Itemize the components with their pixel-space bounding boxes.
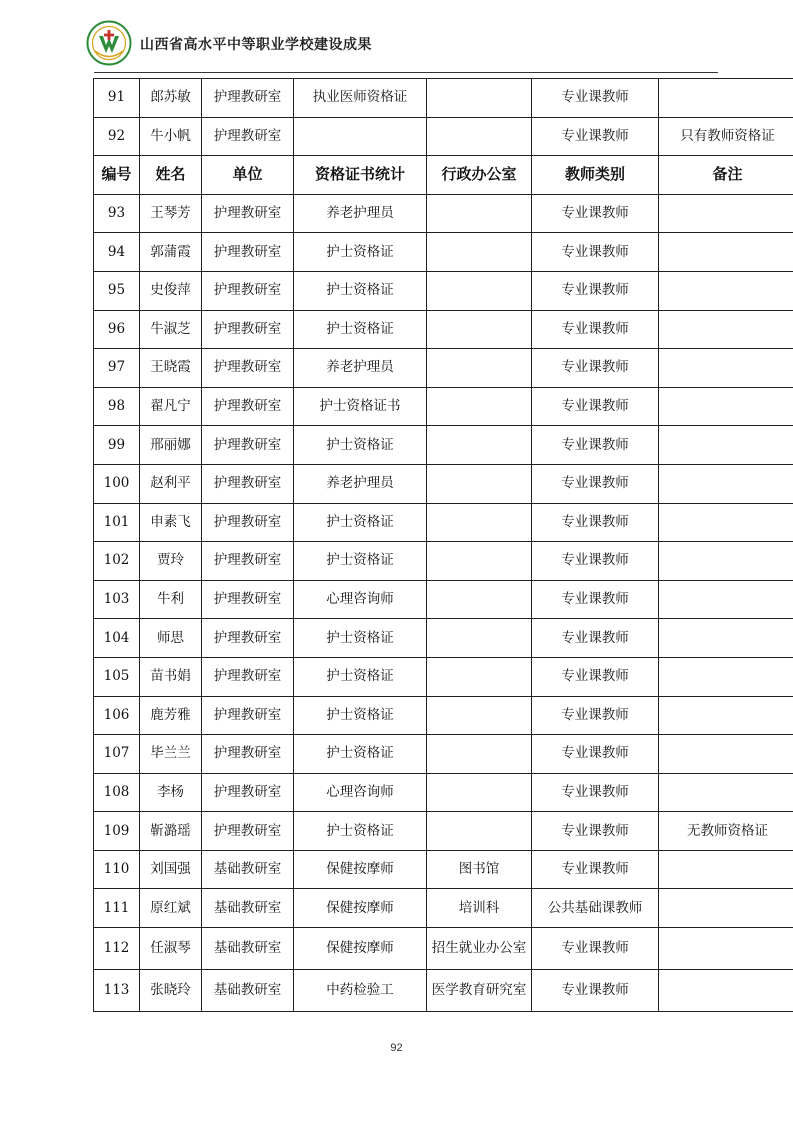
col-remarks [659,310,793,349]
col-name: 靳潞瑶 [140,812,202,851]
col-number: 91 [94,79,140,118]
col-name: 鹿芳雅 [140,696,202,735]
col-number: 98 [94,387,140,426]
col-unit: 护理教研室 [202,426,294,465]
col-admin-office [427,271,532,310]
col-certificate: 护士资格证 [294,426,427,465]
col-certificate: 养老护理员 [294,349,427,388]
col-certificate: 执业医师资格证 [294,79,427,118]
col-teacher-type: 专业课教师 [532,271,659,310]
col-name: 刘国强 [140,850,202,889]
col-admin-office [427,619,532,658]
col-unit: 护理教研室 [202,349,294,388]
table-row [94,310,793,349]
col-name: 翟凡宁 [140,387,202,426]
col-certificate: 护士资格证 [294,812,427,851]
col-unit: 护理教研室 [202,657,294,696]
col-remarks [659,619,793,658]
col-unit: 基础教研室 [202,850,294,889]
col-remarks [659,271,793,310]
col-remarks: 无教师资格证 [659,812,793,851]
col-certificate: 护士资格证书 [294,387,427,426]
col-admin-office [427,542,532,581]
col-admin-office [427,580,532,619]
col-admin-office [427,773,532,812]
table-row [94,387,793,426]
col-unit: 护理教研室 [202,117,294,156]
col-admin-office [427,657,532,696]
table-row [94,735,793,774]
col-number: 101 [94,503,140,542]
col-teacher-type: 专业课教师 [532,349,659,388]
col-certificate: 保健按摩师 [294,850,427,889]
col-unit: 护理教研室 [202,194,294,233]
col-teacher-type: 专业课教师 [532,580,659,619]
col-unit: 护理教研室 [202,773,294,812]
col-certificate: 中药检验工 [294,970,427,1012]
col-name: 张晓玲 [140,970,202,1012]
col-unit: 基础教研室 [202,889,294,928]
col-certificate: 养老护理员 [294,464,427,503]
col-remarks [659,580,793,619]
col-number: 106 [94,696,140,735]
col-teacher-type: 专业课教师 [532,79,659,118]
table-row [94,850,793,889]
table-row [94,696,793,735]
col-certificate: 护士资格证 [294,503,427,542]
table-header-row [94,156,793,195]
col-name: 贾玲 [140,542,202,581]
col-remarks [659,79,793,118]
col-teacher-type: 公共基础课教师 [532,889,659,928]
col-admin-office [427,426,532,465]
table-row [94,426,793,465]
col-admin-office [427,349,532,388]
col-unit: 护理教研室 [202,271,294,310]
col-remarks [659,696,793,735]
table-row [94,503,793,542]
col-remarks [659,970,793,1012]
table-row [94,812,793,851]
col-teacher-type: 专业课教师 [532,696,659,735]
col-certificate: 护士资格证 [294,542,427,581]
col-admin-office: 招生就业办公室 [427,928,532,970]
col-certificate: 养老护理员 [294,194,427,233]
col-number: 102 [94,542,140,581]
col-admin-office [427,233,532,272]
table-row [94,79,793,118]
col-unit: 护理教研室 [202,79,294,118]
col-remarks [659,233,793,272]
table-row [94,773,793,812]
col-certificate: 护士资格证 [294,233,427,272]
col-number: 111 [94,889,140,928]
col-teacher-type: 专业课教师 [532,812,659,851]
col-name: 赵利平 [140,464,202,503]
table-row [94,233,793,272]
table-row [94,580,793,619]
staff-certificate-table [93,78,793,1012]
table-row [94,970,793,1012]
header-col-certificate: 资格证书统计 [294,156,427,195]
col-admin-office [427,194,532,233]
col-name: 申素飞 [140,503,202,542]
col-unit: 基础教研室 [202,928,294,970]
col-admin-office [427,696,532,735]
col-remarks [659,542,793,581]
col-admin-office [427,464,532,503]
col-number: 97 [94,349,140,388]
col-teacher-type: 专业课教师 [532,850,659,889]
col-remarks [659,928,793,970]
table-row [94,349,793,388]
table-body [94,79,793,1012]
col-teacher-type: 专业课教师 [532,194,659,233]
table-row [94,657,793,696]
table-row [94,271,793,310]
col-number: 109 [94,812,140,851]
col-number: 92 [94,117,140,156]
col-admin-office [427,79,532,118]
col-unit: 护理教研室 [202,310,294,349]
col-name: 王琴芳 [140,194,202,233]
col-teacher-type: 专业课教师 [532,310,659,349]
col-number: 93 [94,194,140,233]
col-teacher-type: 专业课教师 [532,426,659,465]
col-teacher-type: 专业课教师 [532,503,659,542]
header-col-remarks: 备注 [659,156,793,195]
col-admin-office [427,812,532,851]
col-number: 99 [94,426,140,465]
col-certificate: 心理咨询师 [294,580,427,619]
col-number: 95 [94,271,140,310]
col-certificate: 护士资格证 [294,271,427,310]
col-unit: 护理教研室 [202,387,294,426]
col-teacher-type: 专业课教师 [532,117,659,156]
col-name: 牛利 [140,580,202,619]
col-name: 郎苏敏 [140,79,202,118]
col-certificate [294,117,427,156]
col-teacher-type: 专业课教师 [532,657,659,696]
col-admin-office: 医学教育研究室 [427,970,532,1012]
col-number: 110 [94,850,140,889]
col-unit: 护理教研室 [202,464,294,503]
col-name: 牛淑芝 [140,310,202,349]
col-name: 师思 [140,619,202,658]
col-remarks: 只有教师资格证 [659,117,793,156]
col-teacher-type: 专业课教师 [532,928,659,970]
col-certificate: 护士资格证 [294,735,427,774]
header-col-name: 姓名 [140,156,202,195]
col-unit: 护理教研室 [202,696,294,735]
col-admin-office [427,310,532,349]
col-name: 任淑琴 [140,928,202,970]
col-remarks [659,387,793,426]
col-number: 100 [94,464,140,503]
col-certificate: 保健按摩师 [294,889,427,928]
col-admin-office [427,387,532,426]
col-name: 郭蒲霞 [140,233,202,272]
col-number: 96 [94,310,140,349]
col-number: 112 [94,928,140,970]
col-name: 史俊萍 [140,271,202,310]
col-admin-office: 图书馆 [427,850,532,889]
col-unit: 护理教研室 [202,233,294,272]
col-unit: 基础教研室 [202,970,294,1012]
col-admin-office: 培训科 [427,889,532,928]
col-teacher-type: 专业课教师 [532,735,659,774]
col-remarks [659,850,793,889]
col-teacher-type: 专业课教师 [532,387,659,426]
page-header [86,20,726,72]
col-name: 王晓霞 [140,349,202,388]
col-number: 103 [94,580,140,619]
col-unit: 护理教研室 [202,619,294,658]
col-remarks [659,426,793,465]
page-number: 92 [390,1042,403,1054]
col-name: 邢丽娜 [140,426,202,465]
header-col-admin-office: 行政办公室 [427,156,532,195]
header-col-unit: 单位 [202,156,294,195]
col-teacher-type: 专业课教师 [532,542,659,581]
school-logo-icon [86,20,132,66]
col-remarks [659,464,793,503]
col-unit: 护理教研室 [202,735,294,774]
col-admin-office [427,735,532,774]
col-name: 苗书娟 [140,657,202,696]
table-row [94,464,793,503]
header-col-number: 编号 [94,156,140,195]
col-name: 毕兰兰 [140,735,202,774]
header-divider [94,72,718,73]
header-col-teacher-type: 教师类别 [532,156,659,195]
col-number: 94 [94,233,140,272]
col-teacher-type: 专业课教师 [532,464,659,503]
col-remarks [659,503,793,542]
col-teacher-type: 专业课教师 [532,773,659,812]
table-row [94,542,793,581]
table-row [94,117,793,156]
col-certificate: 心理咨询师 [294,773,427,812]
col-number: 107 [94,735,140,774]
col-teacher-type: 专业课教师 [532,970,659,1012]
table-row [94,928,793,970]
col-remarks [659,889,793,928]
col-name: 牛小帆 [140,117,202,156]
table-row [94,889,793,928]
col-certificate: 护士资格证 [294,696,427,735]
col-number: 108 [94,773,140,812]
col-remarks [659,773,793,812]
col-admin-office [427,503,532,542]
col-name: 李杨 [140,773,202,812]
col-certificate: 护士资格证 [294,619,427,658]
col-number: 105 [94,657,140,696]
col-unit: 护理教研室 [202,542,294,581]
col-certificate: 保健按摩师 [294,928,427,970]
col-teacher-type: 专业课教师 [532,619,659,658]
col-remarks [659,657,793,696]
table-row [94,194,793,233]
col-unit: 护理教研室 [202,580,294,619]
col-number: 113 [94,970,140,1012]
col-unit: 护理教研室 [202,503,294,542]
col-certificate: 护士资格证 [294,310,427,349]
header-title: 山西省高水平中等职业学校建设成果 [140,37,372,53]
col-admin-office [427,117,532,156]
col-remarks [659,735,793,774]
col-name: 原红斌 [140,889,202,928]
col-number: 104 [94,619,140,658]
col-remarks [659,349,793,388]
table-row [94,619,793,658]
col-unit: 护理教研室 [202,812,294,851]
col-teacher-type: 专业课教师 [532,233,659,272]
col-remarks [659,194,793,233]
col-certificate: 护士资格证 [294,657,427,696]
